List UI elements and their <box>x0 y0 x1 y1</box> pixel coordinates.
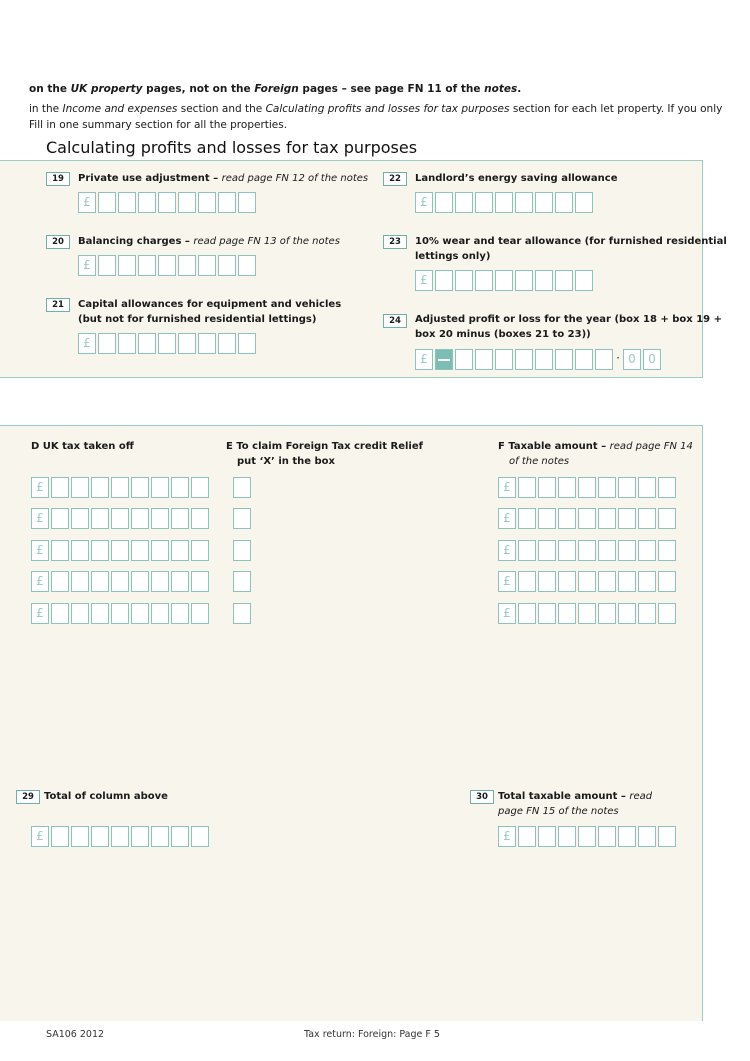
box-30-input[interactable] <box>498 826 676 847</box>
box-22-input[interactable] <box>415 192 593 213</box>
box-29-label: Total of column above <box>44 791 168 802</box>
box-29-number: 29 <box>16 790 40 804</box>
column-d-row-2[interactable] <box>31 508 209 529</box>
pound-sign: £ <box>78 192 96 213</box>
column-f-row-2[interactable] <box>498 508 676 529</box>
box-19-input[interactable] <box>78 192 256 213</box>
box-19-label: Private use adjustment – read page FN 12 of the notes <box>78 173 369 184</box>
pound-sign: £ <box>31 826 49 847</box>
pound-sign: £ <box>415 192 433 213</box>
column-d-row-3[interactable] <box>31 540 209 561</box>
pound-sign: £ <box>498 540 516 561</box>
column-f-header: F Taxable amount – read page FN 14 of the notes <box>498 441 693 467</box>
pence-digit: 0 <box>643 349 661 370</box>
pound-sign: £ <box>78 333 96 354</box>
column-e-checkbox-4[interactable] <box>233 571 251 592</box>
negative-sign-box[interactable] <box>435 349 453 370</box>
form-code: SA106 2012 <box>46 1029 105 1040</box>
box-24-input[interactable] <box>415 349 661 370</box>
pound-sign: £ <box>498 508 516 529</box>
box-22-label: Landlord’s energy saving allowance <box>415 173 618 184</box>
column-e-checkbox-3[interactable] <box>233 540 251 561</box>
box-20-input[interactable] <box>78 255 256 276</box>
column-f-row-5[interactable] <box>498 603 676 624</box>
box-20-label: Balancing charges – read page FN 13 of the notes <box>78 236 340 247</box>
intro-line-3: Fill in one summary section for all the properties. <box>29 119 288 131</box>
column-d-header: D UK tax taken off <box>31 441 134 452</box>
box-20-number: 20 <box>46 235 70 249</box>
box-29-input[interactable] <box>31 826 209 847</box>
pound-sign: £ <box>31 508 49 529</box>
pound-sign: £ <box>498 571 516 592</box>
decimal-point: · <box>616 351 620 365</box>
column-f-row-1[interactable] <box>498 477 676 498</box>
column-d-row-4[interactable] <box>31 571 209 592</box>
section-title: Calculating profits and losses for tax purposes <box>46 138 418 157</box>
column-f-row-4[interactable] <box>498 571 676 592</box>
box-30-number: 30 <box>470 790 494 804</box>
box-21-number: 21 <box>46 298 70 312</box>
pound-sign: £ <box>498 477 516 498</box>
pound-sign: £ <box>415 349 433 370</box>
box-19-number: 19 <box>46 172 70 186</box>
column-f-row-3[interactable] <box>498 540 676 561</box>
box-23-input[interactable] <box>415 270 593 291</box>
column-e-checkbox-2[interactable] <box>233 508 251 529</box>
intro-line-2: in the Income and expenses section and the Calculating profits and losses for tax purposes section for each let property. If you only <box>29 103 723 115</box>
pound-sign: £ <box>31 571 49 592</box>
box-30-label: Total taxable amount – read page FN 15 of the notes <box>498 791 653 817</box>
box-23-number: 23 <box>383 235 407 249</box>
pound-sign: £ <box>31 603 49 624</box>
column-d-row-5[interactable] <box>31 603 209 624</box>
pound-sign: £ <box>498 826 516 847</box>
box-21-input[interactable] <box>78 333 256 354</box>
pound-sign: £ <box>31 540 49 561</box>
page-label: Tax return: Foreign: Page F 5 <box>304 1029 440 1040</box>
column-e-checkbox-1[interactable] <box>233 477 251 498</box>
box-22-number: 22 <box>383 172 407 186</box>
pound-sign: £ <box>415 270 433 291</box>
column-d-row-1[interactable] <box>31 477 209 498</box>
intro-line-1: on the UK property pages, not on the Foreign pages – see page FN 11 of the notes. <box>29 83 522 95</box>
pound-sign: £ <box>31 477 49 498</box>
pound-sign: £ <box>498 603 516 624</box>
column-e-header: E To claim Foreign Tax credit Relief put ‘X’ in the box <box>226 441 423 467</box>
box-24-label: Adjusted profit or loss for the year (box 18 + box 19 + box 20 minus (boxes 21 to 23)) <box>415 314 722 340</box>
pence-digit: 0 <box>623 349 641 370</box>
pound-sign: £ <box>78 255 96 276</box>
column-e-checkbox-5[interactable] <box>233 603 251 624</box>
box-24-number: 24 <box>383 314 407 328</box>
box-21-label: Capital allowances for equipment and vehicles (but not for furnished residential lettings) <box>78 299 342 325</box>
box-23-label: 10% wear and tear allowance (for furnished residential lettings only) <box>415 236 727 262</box>
